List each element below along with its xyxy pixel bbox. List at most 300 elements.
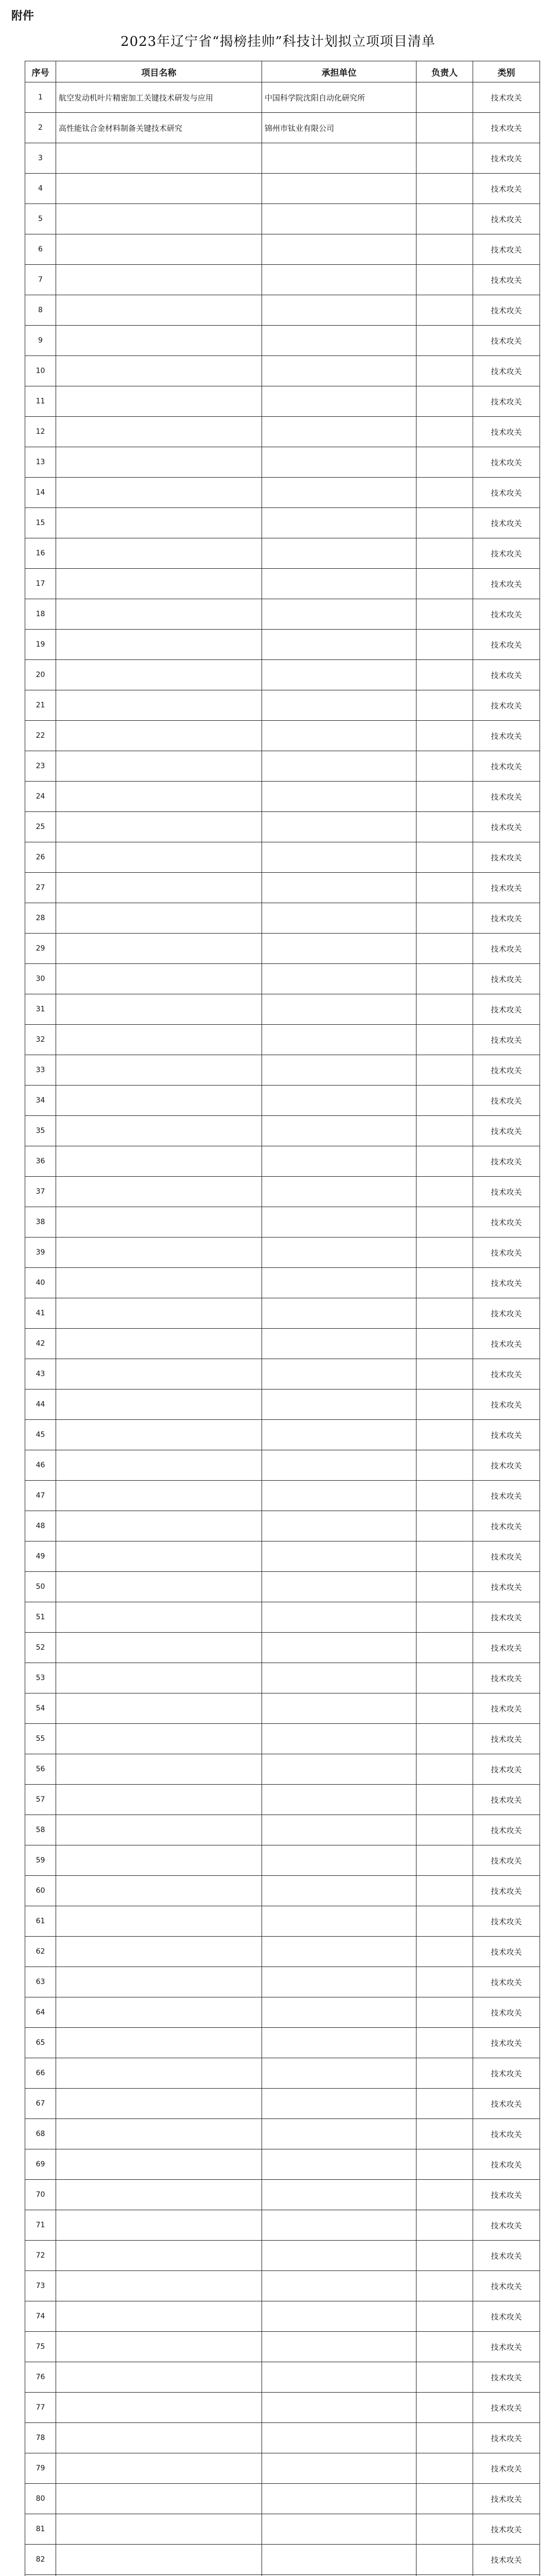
row-leader: [416, 1450, 473, 1481]
row-leader: [416, 2241, 473, 2271]
row-unit: [262, 630, 416, 660]
row-category: 技术攻关: [473, 2453, 540, 2484]
row-category: 技术攻关: [473, 417, 540, 447]
row-project-name: [56, 2514, 262, 2545]
row-seq: 54: [25, 1693, 56, 1724]
row-seq: 14: [25, 478, 56, 508]
column-header-leader: 负责人: [416, 61, 473, 82]
table-row: [25, 2089, 540, 2119]
row-leader: [416, 934, 473, 964]
row-unit: [262, 478, 416, 508]
row-category: 技术攻关: [473, 721, 540, 751]
row-leader: [416, 1116, 473, 1146]
row-project-name: [56, 174, 262, 204]
row-unit: [262, 873, 416, 903]
row-seq: 65: [25, 2028, 56, 2058]
row-project-name: [56, 994, 262, 1025]
row-project-name: [56, 204, 262, 234]
table-row: [25, 265, 540, 295]
row-leader: [416, 873, 473, 903]
row-project-name: [56, 234, 262, 265]
row-leader: [416, 782, 473, 812]
row-unit: [262, 690, 416, 721]
table-row: [25, 2484, 540, 2514]
row-seq: 72: [25, 2241, 56, 2271]
row-leader: [416, 538, 473, 569]
row-project-name: [56, 1268, 262, 1298]
row-project-name: [56, 2149, 262, 2180]
row-seq: 53: [25, 1663, 56, 1693]
row-category: 技术攻关: [473, 508, 540, 538]
row-seq: 74: [25, 2301, 56, 2332]
row-project-name: [56, 1207, 262, 1238]
row-project-name: 航空发动机叶片精密加工关键技术研发与应用: [56, 82, 262, 113]
row-leader: [416, 630, 473, 660]
row-unit: [262, 1298, 416, 1329]
document-title: 2023年辽宁省“揭榜挂帅”科技计划拟立项项目清单: [120, 34, 436, 49]
row-unit: [262, 1359, 416, 1389]
row-unit: [262, 1602, 416, 1633]
table-row: [25, 2453, 540, 2484]
row-project-name: [56, 964, 262, 994]
row-seq: 15: [25, 508, 56, 538]
row-seq: 36: [25, 1146, 56, 1177]
row-leader: [416, 2393, 473, 2423]
row-seq: 5: [25, 204, 56, 234]
table-row: [25, 508, 540, 538]
row-seq: 44: [25, 1389, 56, 1420]
row-project-name: [56, 1785, 262, 1815]
row-unit: [262, 1906, 416, 1937]
row-leader: [416, 1329, 473, 1359]
row-seq: 40: [25, 1268, 56, 1298]
row-unit: [262, 2484, 416, 2514]
row-seq: 64: [25, 1997, 56, 2028]
table-row: [25, 1724, 540, 1754]
table-row: [25, 82, 540, 113]
row-seq: 38: [25, 1207, 56, 1238]
row-unit: [262, 1541, 416, 1572]
row-project-name: [56, 2453, 262, 2484]
row-category: 技术攻关: [473, 2301, 540, 2332]
table-row: [25, 964, 540, 994]
row-seq: 23: [25, 751, 56, 782]
row-leader: [416, 265, 473, 295]
table-row: [25, 1876, 540, 1906]
row-project-name: [56, 2241, 262, 2271]
row-project-name: [56, 2393, 262, 2423]
row-unit: [262, 1116, 416, 1146]
row-seq: 48: [25, 1511, 56, 1541]
row-unit: [262, 2545, 416, 2575]
row-project-name: [56, 903, 262, 934]
row-category: 技术攻关: [473, 326, 540, 356]
row-category: 技术攻关: [473, 2089, 540, 2119]
table-row: [25, 1785, 540, 1815]
row-category: 技术攻关: [473, 1298, 540, 1329]
row-category: 技术攻关: [473, 842, 540, 873]
row-leader: [416, 1238, 473, 1268]
row-seq: 8: [25, 295, 56, 326]
row-unit: [262, 1876, 416, 1906]
row-seq: 75: [25, 2332, 56, 2362]
row-unit: [262, 934, 416, 964]
row-seq: 68: [25, 2119, 56, 2149]
row-leader: [416, 386, 473, 417]
row-unit: [262, 2089, 416, 2119]
table-row: [25, 690, 540, 721]
row-category: 技术攻关: [473, 1086, 540, 1116]
row-project-name: [56, 1906, 262, 1937]
row-category: 技术攻关: [473, 1116, 540, 1146]
table-row: [25, 1754, 540, 1785]
row-leader: [416, 1146, 473, 1177]
row-leader: [416, 1906, 473, 1937]
row-unit: [262, 447, 416, 478]
row-project-name: [56, 1055, 262, 1086]
row-category: 技术攻关: [473, 1633, 540, 1663]
row-leader: [416, 599, 473, 630]
row-project-name: [56, 265, 262, 295]
row-seq: 24: [25, 782, 56, 812]
row-project-name: [56, 842, 262, 873]
row-project-name: [56, 1298, 262, 1329]
row-unit: [262, 2362, 416, 2393]
row-project-name: [56, 1602, 262, 1633]
table-row: [25, 1663, 540, 1693]
row-category: 技术攻关: [473, 447, 540, 478]
row-unit: [262, 812, 416, 842]
row-unit: [262, 2119, 416, 2149]
row-seq: 59: [25, 1845, 56, 1876]
row-category: 技术攻关: [473, 113, 540, 143]
row-unit: [262, 1177, 416, 1207]
row-unit: [262, 417, 416, 447]
row-category: 技术攻关: [473, 2210, 540, 2241]
row-leader: [416, 964, 473, 994]
row-leader: [416, 1511, 473, 1541]
row-project-name: [56, 1754, 262, 1785]
row-unit: [262, 2149, 416, 2180]
row-category: 技术攻关: [473, 1724, 540, 1754]
row-project-name: [56, 2484, 262, 2514]
table-row: [25, 1633, 540, 1663]
row-seq: 28: [25, 903, 56, 934]
row-seq: 21: [25, 690, 56, 721]
row-leader: [416, 2210, 473, 2241]
table-row: [25, 1207, 540, 1238]
row-leader: [416, 2514, 473, 2545]
column-header-category: 类别: [473, 61, 540, 82]
row-seq: 27: [25, 873, 56, 903]
row-project-name: [56, 1845, 262, 1876]
row-unit: [262, 751, 416, 782]
row-leader: [416, 417, 473, 447]
row-leader: [416, 2149, 473, 2180]
row-project-name: [56, 386, 262, 417]
row-category: 技术攻关: [473, 873, 540, 903]
row-project-name: [56, 751, 262, 782]
row-project-name: [56, 2119, 262, 2149]
row-leader: [416, 1055, 473, 1086]
row-project-name: [56, 447, 262, 478]
row-category: 技术攻关: [473, 660, 540, 690]
row-unit: [262, 1025, 416, 1055]
row-category: 技术攻关: [473, 204, 540, 234]
row-category: 技术攻关: [473, 386, 540, 417]
row-category: 技术攻关: [473, 1329, 540, 1359]
row-category: 技术攻关: [473, 1937, 540, 1967]
row-category: 技术攻关: [473, 1268, 540, 1298]
row-unit: [262, 1997, 416, 2028]
row-category: 技术攻关: [473, 782, 540, 812]
table-row: [25, 630, 540, 660]
row-unit: [262, 1937, 416, 1967]
row-project-name: [56, 2332, 262, 2362]
row-leader: [416, 204, 473, 234]
row-seq: 63: [25, 1967, 56, 1997]
row-leader: [416, 2058, 473, 2089]
table-row: [25, 934, 540, 964]
row-unit: 中国科学院沈阳自动化研究所: [262, 82, 416, 113]
row-leader: [416, 2301, 473, 2332]
row-unit: [262, 1754, 416, 1785]
row-project-name: [56, 1481, 262, 1511]
row-leader: [416, 2484, 473, 2514]
row-category: 技术攻关: [473, 1177, 540, 1207]
table-row: [25, 751, 540, 782]
column-header-name: 项目名称: [56, 61, 262, 82]
row-category: 技术攻关: [473, 2119, 540, 2149]
row-leader: [416, 1541, 473, 1572]
table-row: [25, 2423, 540, 2453]
row-unit: [262, 386, 416, 417]
table-row: [25, 1086, 540, 1116]
row-seq: 25: [25, 812, 56, 842]
row-category: 技术攻关: [473, 356, 540, 386]
row-category: 技术攻关: [473, 1876, 540, 1906]
row-project-name: [56, 782, 262, 812]
row-project-name: [56, 2210, 262, 2241]
row-unit: [262, 1633, 416, 1663]
row-seq: 62: [25, 1937, 56, 1967]
row-category: 技术攻关: [473, 964, 540, 994]
row-leader: [416, 721, 473, 751]
row-project-name: [56, 1420, 262, 1450]
row-leader: [416, 1359, 473, 1389]
row-unit: [262, 1268, 416, 1298]
row-unit: [262, 1815, 416, 1845]
table-row: [25, 1025, 540, 1055]
row-category: 技术攻关: [473, 1754, 540, 1785]
row-category: 技术攻关: [473, 1055, 540, 1086]
row-project-name: [56, 1389, 262, 1420]
row-leader: [416, 1298, 473, 1329]
row-unit: [262, 1420, 416, 1450]
row-unit: [262, 2332, 416, 2362]
row-category: 技术攻关: [473, 1906, 540, 1937]
row-unit: [262, 569, 416, 599]
row-leader: [416, 2362, 473, 2393]
table-row: [25, 1329, 540, 1359]
row-unit: [262, 356, 416, 386]
table-row: [25, 1268, 540, 1298]
table-row: [25, 386, 540, 417]
table-row: [25, 174, 540, 204]
row-unit: [262, 1146, 416, 1177]
row-leader: [416, 1086, 473, 1116]
row-seq: 52: [25, 1633, 56, 1663]
row-seq: 79: [25, 2453, 56, 2484]
row-category: 技术攻关: [473, 599, 540, 630]
row-unit: [262, 204, 416, 234]
row-seq: 22: [25, 721, 56, 751]
row-leader: [416, 295, 473, 326]
table-row: [25, 1906, 540, 1937]
row-project-name: [56, 2545, 262, 2575]
row-category: 技术攻关: [473, 538, 540, 569]
row-seq: 41: [25, 1298, 56, 1329]
row-unit: [262, 1329, 416, 1359]
row-category: 技术攻关: [473, 478, 540, 508]
row-leader: [416, 1967, 473, 1997]
row-unit: [262, 1086, 416, 1116]
row-unit: 锦州市钛业有限公司: [262, 113, 416, 143]
table-row: [25, 447, 540, 478]
row-category: 技术攻关: [473, 812, 540, 842]
table-row: [25, 812, 540, 842]
row-seq: 13: [25, 447, 56, 478]
row-category: 技术攻关: [473, 2514, 540, 2545]
row-leader: [416, 2180, 473, 2210]
row-seq: 43: [25, 1359, 56, 1389]
project-table: [25, 61, 540, 2576]
row-category: 技术攻关: [473, 751, 540, 782]
table-row: [25, 2514, 540, 2545]
row-category: 技术攻关: [473, 234, 540, 265]
row-leader: [416, 690, 473, 721]
table-row: [25, 1511, 540, 1541]
row-project-name: [56, 934, 262, 964]
table-row: [25, 1359, 540, 1389]
row-project-name: [56, 1329, 262, 1359]
table-row: [25, 538, 540, 569]
attachment-label: 附件: [11, 10, 34, 23]
row-category: 技术攻关: [473, 2149, 540, 2180]
row-unit: [262, 1511, 416, 1541]
row-unit: [262, 782, 416, 812]
row-project-name: [56, 1116, 262, 1146]
row-seq: 33: [25, 1055, 56, 1086]
row-project-name: [56, 1146, 262, 1177]
row-unit: [262, 660, 416, 690]
column-header-unit: 承担单位: [262, 61, 416, 82]
row-unit: [262, 234, 416, 265]
row-seq: 76: [25, 2362, 56, 2393]
row-category: 技术攻关: [473, 1663, 540, 1693]
row-unit: [262, 1693, 416, 1724]
row-seq: 35: [25, 1116, 56, 1146]
row-leader: [416, 234, 473, 265]
table-row: [25, 2362, 540, 2393]
table-row: [25, 1997, 540, 2028]
row-project-name: [56, 417, 262, 447]
row-seq: 80: [25, 2484, 56, 2514]
table-row: [25, 994, 540, 1025]
row-seq: 18: [25, 599, 56, 630]
row-seq: 46: [25, 1450, 56, 1481]
row-project-name: [56, 1541, 262, 1572]
row-category: 技术攻关: [473, 1511, 540, 1541]
row-leader: [416, 478, 473, 508]
table-row: [25, 1481, 540, 1511]
table-row: [25, 1389, 540, 1420]
row-category: 技术攻关: [473, 2362, 540, 2393]
row-leader: [416, 1633, 473, 1663]
row-unit: [262, 1389, 416, 1420]
row-project-name: [56, 1937, 262, 1967]
row-unit: [262, 903, 416, 934]
row-seq: 82: [25, 2545, 56, 2575]
row-category: 技术攻关: [473, 1785, 540, 1815]
table-row: [25, 2180, 540, 2210]
row-unit: [262, 1207, 416, 1238]
row-leader: [416, 751, 473, 782]
row-category: 技术攻关: [473, 1420, 540, 1450]
row-category: 技术攻关: [473, 1541, 540, 1572]
row-seq: 67: [25, 2089, 56, 2119]
table-row: [25, 2210, 540, 2241]
row-category: 技术攻关: [473, 1238, 540, 1268]
table-row: [25, 1298, 540, 1329]
table-row: [25, 2149, 540, 2180]
row-leader: [416, 1389, 473, 1420]
row-unit: [262, 1663, 416, 1693]
row-category: 技术攻关: [473, 1146, 540, 1177]
row-category: 技术攻关: [473, 82, 540, 113]
row-seq: 66: [25, 2058, 56, 2089]
row-project-name: [56, 478, 262, 508]
row-project-name: 高性能钛合金材料制备关键技术研究: [56, 113, 262, 143]
row-seq: 16: [25, 538, 56, 569]
row-leader: [416, 1663, 473, 1693]
table-row: [25, 569, 540, 599]
row-seq: 12: [25, 417, 56, 447]
row-category: 技术攻关: [473, 1602, 540, 1633]
row-leader: [416, 113, 473, 143]
row-seq: 2: [25, 113, 56, 143]
row-unit: [262, 599, 416, 630]
table-row: [25, 1450, 540, 1481]
row-leader: [416, 82, 473, 113]
row-unit: [262, 1785, 416, 1815]
row-unit: [262, 326, 416, 356]
row-unit: [262, 1845, 416, 1876]
row-seq: 1: [25, 82, 56, 113]
row-project-name: [56, 1450, 262, 1481]
column-header-seq: 序号: [25, 61, 56, 82]
row-seq: 34: [25, 1086, 56, 1116]
row-project-name: [56, 1511, 262, 1541]
row-leader: [416, 1268, 473, 1298]
row-category: 技术攻关: [473, 1450, 540, 1481]
row-category: 技术攻关: [473, 934, 540, 964]
table-row: [25, 2058, 540, 2089]
table-row: [25, 295, 540, 326]
row-project-name: [56, 812, 262, 842]
row-project-name: [56, 143, 262, 174]
table-row: [25, 204, 540, 234]
